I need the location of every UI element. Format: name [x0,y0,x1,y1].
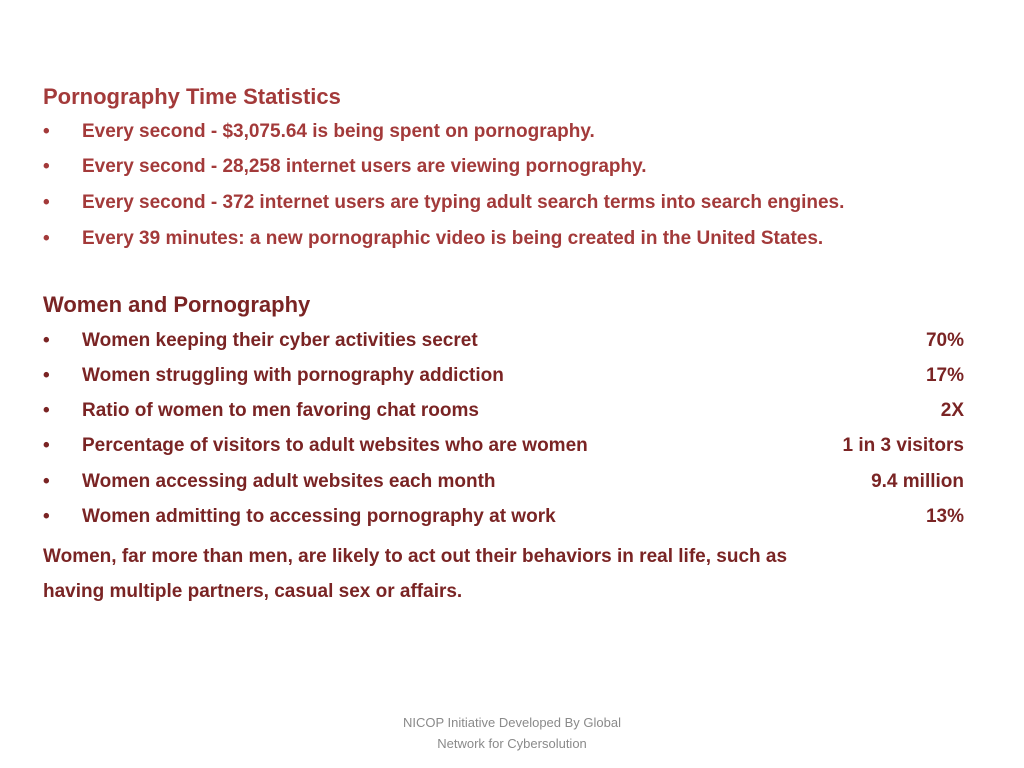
bullet-icon: • [43,330,50,351]
list-item [43,192,964,227]
stat-value: 9.4 million [871,471,964,492]
section-title-women: Women and Pornography [43,292,311,317]
stat-value: 2X [940,400,964,421]
closing-paragraph [43,539,964,609]
stat-label: Women accessing adult websites each month [82,471,496,492]
section-title-time-statistics: Pornography Time Statistics [43,84,341,109]
stat-value: 70% [925,330,964,351]
stat-label: Women admitting to accessing pornography at work [82,506,556,527]
bullet-icon: • [43,121,50,142]
bullet-icon: • [43,471,50,492]
footer-credit [362,712,662,754]
stat-row [43,506,964,541]
list-item-text: Every second - $3,075.64 is being spent on pornography. [82,121,595,142]
list-item [43,228,964,263]
list-item [43,156,964,191]
bullet-icon: • [43,400,50,421]
bullet-icon: • [43,365,50,386]
bullet-icon: • [43,156,50,177]
list-item-text: Every second - 28,258 internet users are viewing pornography. [82,156,647,177]
stat-label: Percentage of visitors to adult websites who are women [82,435,588,456]
stat-value: 13% [925,506,964,527]
bullet-icon: • [43,192,50,213]
stat-row [43,365,964,400]
closing-line: having multiple partners, casual sex or affairs. [43,581,463,602]
bullet-icon: • [43,228,50,249]
stat-label: Women struggling with pornography addiction [82,365,504,386]
bullet-icon: • [43,506,50,527]
closing-line: Women, far more than men, are likely to act out their behaviors in real life, such as [43,546,788,567]
stat-row [43,400,964,435]
list-item-text: Every second - 372 internet users are typing adult search terms into search engines. [82,192,845,213]
bullet-icon: • [43,435,50,456]
stat-value: 1 in 3 visitors [842,435,964,456]
footer-line: Network for Cybersolution [437,736,587,751]
footer-line: NICOP Initiative Developed By Global [403,715,621,730]
stat-row [43,330,964,365]
stat-row [43,471,964,506]
list-item [43,121,964,156]
stat-row [43,435,964,470]
stat-value: 17% [925,365,964,386]
stat-label: Women keeping their cyber activities secret [82,330,478,351]
stat-label: Ratio of women to men favoring chat rooms [82,400,479,421]
list-item-text: Every 39 minutes: a new pornographic video is being created in the United States. [82,228,824,249]
